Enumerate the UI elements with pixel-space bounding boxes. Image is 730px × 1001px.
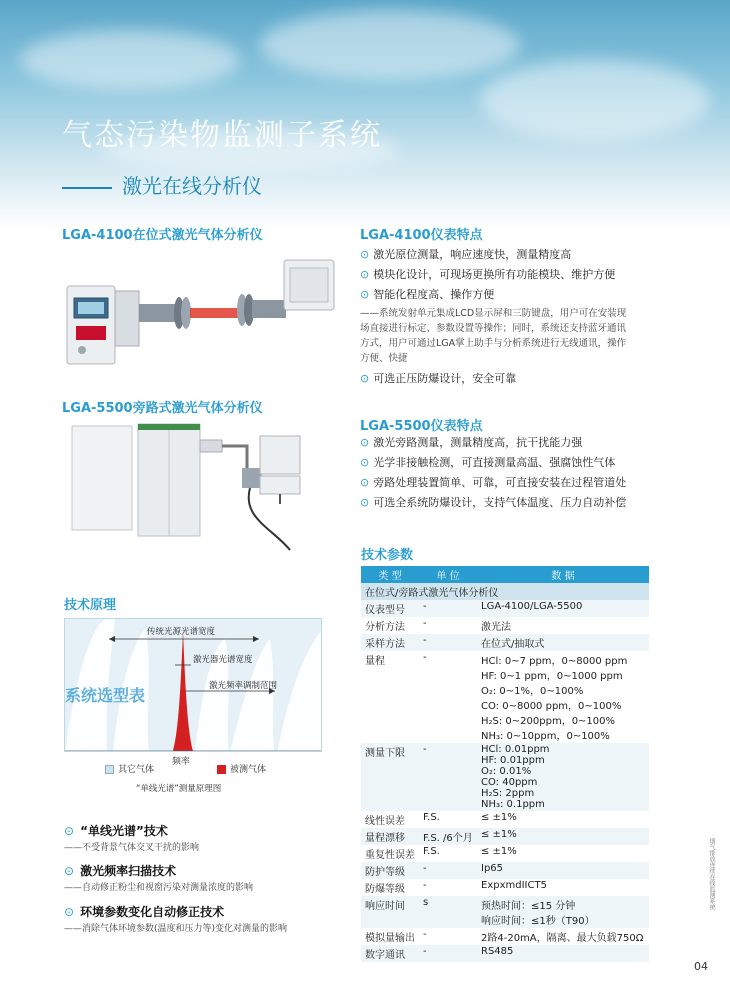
lga5500-heading: LGA-5500旁路式激光气体分析仪 (62, 401, 263, 416)
spec-name: 测量下限 (361, 743, 419, 811)
lga4100-feature-heading: LGA-4100仪表特点 (360, 228, 483, 243)
freq-label: 频率 (172, 757, 191, 767)
spec-value-line: H₂S: 0~200ppm，0~100% (481, 716, 616, 727)
table-row (361, 634, 649, 651)
legend-other: 其它气体 (105, 762, 154, 775)
spec-value-line: CO: 40ppm (481, 777, 538, 788)
spec-unit: s (419, 896, 477, 928)
list-item: ⊙ 旁路处理装置简单、可靠，可直接安装在过程管道处 (360, 476, 627, 489)
label-wide-spectrum: 传统光源光谱宽度 (147, 627, 216, 637)
spec-value (477, 811, 649, 828)
tech-item: ⊙ 激光频率扫描技术 (64, 864, 177, 878)
spec-unit: - (419, 862, 477, 879)
lga4100-feature-list (360, 246, 660, 390)
spec-value (477, 634, 649, 651)
bullet-icon: ⊙ (360, 268, 370, 281)
spec-value (477, 896, 649, 928)
watermark-text: 系统选型表 (65, 686, 146, 705)
spec-unit: - (419, 617, 477, 634)
spec-unit: - (419, 945, 477, 962)
spec-unit: - (419, 928, 477, 945)
list-item: ⊙ 模块化设计，可现场更换所有功能模块、维护方便 (360, 268, 616, 281)
spec-value-line: NH₃: 0~10ppm，0~100% (481, 731, 610, 742)
tech-note: ——不受背景气体交叉干扰的影响 (64, 843, 200, 853)
lga5500-image (62, 418, 328, 556)
spec-value-line: ≤ ±1% (481, 846, 517, 857)
bullet-icon: ⊙ (360, 372, 370, 385)
spec-unit: - (419, 600, 477, 617)
list-item: ⊙ 激光原位测量，响应速度快，测量精度高 (360, 248, 572, 261)
spec-name: 线性误差 (361, 811, 419, 828)
spec-name: 防护等级 (361, 862, 419, 879)
label-laser-spectrum: 激光器光谱宽度 (193, 655, 253, 665)
spec-value-line: 在位式/抽取式 (481, 639, 545, 650)
spec-name: 重复性误差 (361, 845, 419, 862)
diagram-caption: “单线光谱”测量原理图 (136, 784, 222, 794)
col-data: 数 据 (477, 566, 649, 583)
title-dash (62, 187, 112, 189)
spec-value-line: 响应时间：≤1秒（T90） (481, 916, 595, 927)
spec-value-line: 2路4-20mA，隔离、最大负载750Ω (481, 933, 644, 944)
table-row (361, 945, 649, 962)
spec-value (477, 651, 649, 743)
spec-name: 仪表型号 (361, 600, 419, 617)
bullet-icon: ⊙ (360, 456, 370, 469)
bullet-icon: ⊙ (64, 824, 75, 838)
spec-header-row (361, 566, 649, 583)
bullet-icon: ⊙ (360, 288, 370, 301)
spec-value-line: CO: 0~8000 ppm，0~100% (481, 701, 622, 712)
bullet-icon: ⊙ (360, 436, 370, 449)
table-row (361, 828, 649, 845)
principle-diagram (64, 618, 322, 752)
spec-value-line: O₂: 0~1%，0~100% (481, 686, 584, 697)
principle-heading: 技术原理 (64, 598, 117, 613)
table-row (361, 600, 649, 617)
table-row (361, 862, 649, 879)
list-item: ⊙ 智能化程度高、操作方便 (360, 288, 495, 301)
subtitle-text: 激光在线分析仪 (122, 174, 262, 198)
bullet-icon: ⊙ (360, 476, 370, 489)
spec-unit: - (419, 634, 477, 651)
legend-swatch-other (105, 765, 114, 774)
spec-group-row: 在位式/旁路式激光气体分析仪 (361, 583, 649, 600)
spec-value-line: RS485 (481, 946, 514, 957)
lga5500-feature-list (360, 434, 660, 514)
spec-value-line: HF: 0~1 ppm，0~1000 ppm (481, 671, 623, 682)
spec-value-line: O₂: 0.01% (481, 766, 532, 777)
spec-value-line: ExpxmdIICT5 (481, 880, 547, 891)
spec-value (477, 862, 649, 879)
spec-value-line: Ip65 (481, 863, 504, 874)
spec-value (477, 928, 649, 945)
spec-value (477, 828, 649, 845)
table-row (361, 896, 649, 928)
label-scan-range: 激光频率调制范围 (209, 681, 278, 691)
spec-unit: - (419, 651, 477, 743)
spec-value-line: HF: 0.01ppm (481, 755, 545, 766)
spec-name: 采样方法 (361, 634, 419, 651)
page-title: 气态污染物监测子系统 (62, 118, 382, 153)
spec-unit: - (419, 879, 477, 896)
list-item: ⊙ 光学非接触检测，可直接测量高温、强腐蚀性气体 (360, 456, 616, 469)
tech-item: ⊙ 环境参数变化自动修正技术 (64, 905, 225, 919)
spec-name: 量程漂移 (361, 828, 419, 845)
spec-value-line: ≤ ±1% (481, 829, 517, 840)
spec-value-line: HCl: 0.01ppm (481, 744, 550, 755)
spec-name: 数字通讯 (361, 945, 419, 962)
list-item: ⊙ 激光旁路测量，测量精度高，抗干扰能力强 (360, 436, 583, 449)
spec-value (477, 743, 649, 811)
spec-value (477, 600, 649, 617)
table-row (361, 928, 649, 945)
tech-item: ⊙ “单线光谱”技术 (64, 824, 168, 838)
spec-value-line: HCl: 0~7 ppm，0~8000 ppm (481, 656, 628, 667)
table-row (361, 845, 649, 862)
lga5500-feature-heading: LGA-5500仪表特点 (360, 419, 483, 434)
table-row (361, 811, 649, 828)
page-subtitle (62, 170, 262, 199)
bullet-icon: ⊙ (360, 496, 370, 509)
lga4100-heading: LGA-4100在位式激光气体分析仪 (62, 228, 263, 243)
bullet-icon: ⊙ (64, 905, 75, 919)
spec-unit: F.S. (419, 845, 477, 862)
legend-target: 被测气体 (217, 762, 266, 775)
spec-value-line: H₂S: 2ppm (481, 788, 535, 799)
spec-name: 分析方法 (361, 617, 419, 634)
spec-value-line: 预热时间：≤15 分钟 (481, 901, 576, 912)
table-row (361, 743, 649, 811)
spec-unit: - (419, 743, 477, 811)
col-type: 类 型 (361, 566, 419, 583)
spec-name: 响应时间 (361, 896, 419, 928)
tech-note: ——消除气体环境参数(温度和压力等)变化对测量的影响 (64, 924, 288, 934)
tech-note: ——自动修正粉尘和视窗污染对测量浓度的影响 (64, 883, 254, 893)
spec-table (361, 566, 649, 962)
lga4100-image (62, 246, 340, 376)
table-row (361, 617, 649, 634)
spec-unit: F.S. /6个月 (419, 828, 477, 845)
list-item: ⊙ 可选全系统防爆设计，支持气体温度、压力自动补偿 (360, 496, 627, 509)
table-row (361, 879, 649, 896)
spec-value (477, 845, 649, 862)
spec-name: 模拟量输出 (361, 928, 419, 945)
page-number: 04 (694, 960, 708, 973)
spec-heading: 技术参数 (361, 548, 414, 563)
spec-name: 防爆等级 (361, 879, 419, 896)
spec-value-line: NH₃: 0.1ppm (481, 799, 545, 810)
spec-value-line: 激光法 (481, 622, 511, 633)
feature-note: ——系统发射单元集成LCD显示屏和三防键盘，用户可在安装现 场直接进行标定、参数设置等操作；同时，系统还支持蓝牙通讯 方式，用户可通过LGA掌上助手与分析系统进行无线通讯，操作 方便、快捷 (360, 308, 627, 364)
spec-unit: F.S. (419, 811, 477, 828)
spec-value-line: ≤ ±1% (481, 812, 517, 823)
list-item: ⊙ 可选正压防爆设计，安全可靠 (360, 372, 517, 385)
spec-value (477, 945, 649, 962)
legend-swatch-target (217, 765, 226, 774)
side-caption: 烟气排放连续在线监测系统 (708, 838, 715, 910)
table-row (361, 651, 649, 743)
spec-value (477, 879, 649, 896)
spec-name: 量程 (361, 651, 419, 743)
col-unit: 单 位 (419, 566, 477, 583)
bullet-icon: ⊙ (360, 248, 370, 261)
bullet-icon: ⊙ (64, 864, 75, 878)
spec-value-line: LGA-4100/LGA-5500 (481, 601, 583, 612)
spec-value (477, 617, 649, 634)
